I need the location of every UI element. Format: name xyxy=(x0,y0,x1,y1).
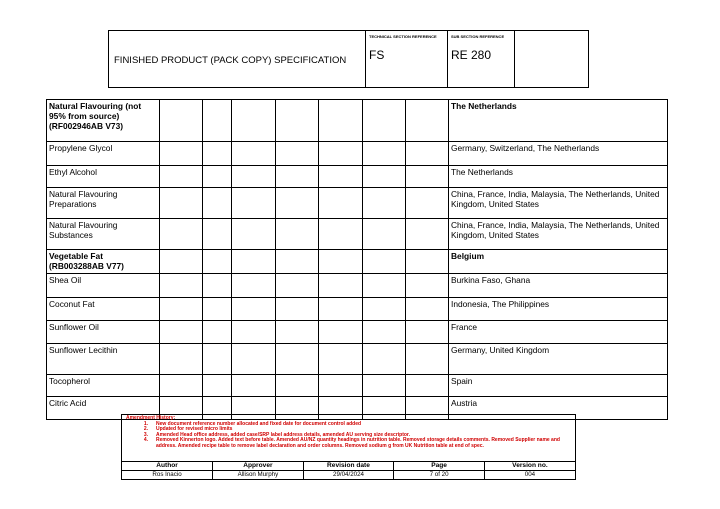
empty-cell xyxy=(203,188,232,219)
empty-cell xyxy=(232,344,276,375)
empty-cell xyxy=(160,219,203,250)
country-of-origin-cell: The Netherlands xyxy=(449,166,668,188)
empty-cell xyxy=(232,166,276,188)
empty-cell xyxy=(319,344,363,375)
empty-cell xyxy=(363,274,406,298)
empty-cell xyxy=(160,375,203,397)
blank-header-cell xyxy=(515,31,589,87)
empty-cell xyxy=(363,188,406,219)
page-value: 7 of 20 xyxy=(394,471,485,480)
amendment-history xyxy=(122,415,575,461)
empty-cell xyxy=(406,321,449,344)
empty-cell xyxy=(160,142,203,166)
country-of-origin-cell: Austria xyxy=(449,397,668,420)
empty-cell xyxy=(319,219,363,250)
empty-cell xyxy=(406,188,449,219)
empty-cell xyxy=(319,298,363,321)
empty-cell xyxy=(203,298,232,321)
empty-cell xyxy=(232,142,276,166)
ingredient-cell: Natural Flavouring Substances xyxy=(47,219,160,250)
ingredient-cell: Ethyl Alcohol xyxy=(47,166,160,188)
empty-cell xyxy=(203,375,232,397)
amendment-number: 4. xyxy=(143,437,148,444)
technical-reference-label: TECHNICAL SECTION REFERENCE xyxy=(369,34,437,39)
empty-cell xyxy=(232,375,276,397)
empty-cell xyxy=(319,274,363,298)
empty-cell xyxy=(276,219,319,250)
approver-header: Approver xyxy=(213,462,304,471)
table-row xyxy=(47,274,668,298)
empty-cell xyxy=(160,188,203,219)
empty-cell xyxy=(319,188,363,219)
ingredient-cell: Sunflower Oil xyxy=(47,321,160,344)
amendment-number: 2. xyxy=(143,426,148,433)
empty-cell xyxy=(203,219,232,250)
technical-reference-value: FS xyxy=(369,48,385,62)
empty-cell xyxy=(232,298,276,321)
empty-cell xyxy=(232,219,276,250)
ingredient-cell: Natural Flavouring (not 95% from source) (RF002946AB V73) xyxy=(47,100,160,142)
empty-cell xyxy=(406,142,449,166)
empty-cell xyxy=(203,100,232,142)
sub-section-reference-label: SUB SECTION REFERENCE xyxy=(451,34,505,39)
ingredient-cell: Vegetable Fat (RB003288AB V77) xyxy=(47,250,160,274)
table-row xyxy=(47,142,668,166)
empty-cell xyxy=(160,344,203,375)
technical-reference-cell xyxy=(366,31,448,87)
empty-cell xyxy=(203,166,232,188)
table-row xyxy=(47,344,668,375)
version-value: 004 xyxy=(484,471,575,480)
country-of-origin-cell: France xyxy=(449,321,668,344)
empty-cell xyxy=(406,250,449,274)
table-row xyxy=(47,250,668,274)
country-of-origin-cell: Belgium xyxy=(449,250,668,274)
amendment-text: Updated for revised micro limits xyxy=(156,426,233,433)
empty-cell xyxy=(319,100,363,142)
table-row xyxy=(47,321,668,344)
amendment-number: 3. xyxy=(143,431,148,438)
amendment-block xyxy=(121,414,576,480)
country-of-origin-cell: Germany, Switzerland, The Netherlands xyxy=(449,142,668,166)
empty-cell xyxy=(319,321,363,344)
country-of-origin-cell: Germany, United Kingdom xyxy=(449,344,668,375)
empty-cell xyxy=(276,375,319,397)
empty-cell xyxy=(203,142,232,166)
empty-cell xyxy=(363,344,406,375)
empty-cell xyxy=(276,250,319,274)
empty-cell xyxy=(203,250,232,274)
ingredient-cell: Sunflower Lecithin xyxy=(47,344,160,375)
empty-cell xyxy=(276,321,319,344)
sub-section-reference-value: RE 280 xyxy=(451,48,492,62)
amendment-number: 1. xyxy=(143,420,148,427)
revision-date-value: 29/04/2024 xyxy=(303,471,394,480)
country-of-origin-cell: Spain xyxy=(449,375,668,397)
author-value: Ros Inacio xyxy=(122,471,213,480)
empty-cell xyxy=(406,375,449,397)
country-of-origin-cell: China, France, India, Malaysia, The Netherlands, United Kingdom, United States xyxy=(449,219,668,250)
revision-date-header: Revision date xyxy=(303,462,394,471)
ingredient-cell: Propylene Glycol xyxy=(47,142,160,166)
empty-cell xyxy=(363,250,406,274)
empty-cell xyxy=(406,274,449,298)
empty-cell xyxy=(406,344,449,375)
empty-cell xyxy=(160,298,203,321)
empty-cell xyxy=(363,219,406,250)
empty-cell xyxy=(232,274,276,298)
table-row xyxy=(47,375,668,397)
empty-cell xyxy=(203,344,232,375)
country-of-origin-cell: The Netherlands xyxy=(449,100,668,142)
table-row xyxy=(47,298,668,321)
empty-cell xyxy=(160,274,203,298)
ingredients-table xyxy=(46,99,668,420)
empty-cell xyxy=(276,166,319,188)
ingredient-cell: Citric Acid xyxy=(47,397,160,420)
empty-cell xyxy=(276,274,319,298)
empty-cell xyxy=(160,100,203,142)
amendment-text: Removed Kinnerton logo. Added text before table. Amended AU/NZ quantity headings in nutrition table. Removed storage details comments. Removed Supplier name and address. Amended recipe table to remove label declaration and order columns. Removed sodium g from UK Nutrition table at end of spec. xyxy=(156,437,560,449)
empty-cell xyxy=(363,100,406,142)
version-header: Version no. xyxy=(484,462,575,471)
empty-cell xyxy=(276,298,319,321)
document-control-table xyxy=(122,461,575,479)
empty-cell xyxy=(406,219,449,250)
empty-cell xyxy=(319,375,363,397)
empty-cell xyxy=(363,142,406,166)
ingredient-cell: Tocopherol xyxy=(47,375,160,397)
empty-cell xyxy=(160,250,203,274)
empty-cell xyxy=(276,188,319,219)
table-row xyxy=(47,219,668,250)
amendment-text: New document reference number allocated and fixed date for document control added xyxy=(156,420,362,427)
empty-cell xyxy=(276,344,319,375)
empty-cell xyxy=(319,250,363,274)
ingredient-cell: Natural Flavouring Preparations xyxy=(47,188,160,219)
empty-cell xyxy=(203,321,232,344)
empty-cell xyxy=(406,100,449,142)
empty-cell xyxy=(160,321,203,344)
empty-cell xyxy=(363,375,406,397)
empty-cell xyxy=(232,188,276,219)
country-of-origin-cell: China, France, India, Malaysia, The Netherlands, United Kingdom, United States xyxy=(449,188,668,219)
country-of-origin-cell: Burkina Faso, Ghana xyxy=(449,274,668,298)
empty-cell xyxy=(363,166,406,188)
ingredient-cell: Shea Oil xyxy=(47,274,160,298)
empty-cell xyxy=(203,274,232,298)
approver-value: Allison Murphy xyxy=(213,471,304,480)
amendment-heading: Amendment History: xyxy=(126,415,176,421)
author-header: Author xyxy=(122,462,213,471)
empty-cell xyxy=(319,166,363,188)
empty-cell xyxy=(232,250,276,274)
country-of-origin-cell: Indonesia, The Philippines xyxy=(449,298,668,321)
empty-cell xyxy=(232,100,276,142)
empty-cell xyxy=(319,142,363,166)
title-cell xyxy=(109,31,366,87)
page-header: Page xyxy=(394,462,485,471)
sub-section-reference-cell xyxy=(448,31,515,87)
table-row xyxy=(47,100,668,142)
empty-cell xyxy=(276,100,319,142)
empty-cell xyxy=(160,166,203,188)
amendment-item xyxy=(126,438,572,449)
empty-cell xyxy=(363,321,406,344)
empty-cell xyxy=(363,298,406,321)
table-row xyxy=(47,166,668,188)
empty-cell xyxy=(276,142,319,166)
ingredient-cell: Coconut Fat xyxy=(47,298,160,321)
empty-cell xyxy=(232,321,276,344)
empty-cell xyxy=(406,298,449,321)
amendment-text: Amended Head office address, added case/SRP label address details, amended AU serving size descriptor. xyxy=(156,431,410,438)
document-title: FINISHED PRODUCT (PACK COPY) SPECIFICATION xyxy=(114,55,347,66)
table-row xyxy=(47,188,668,219)
empty-cell xyxy=(406,166,449,188)
spec-header xyxy=(108,30,589,88)
